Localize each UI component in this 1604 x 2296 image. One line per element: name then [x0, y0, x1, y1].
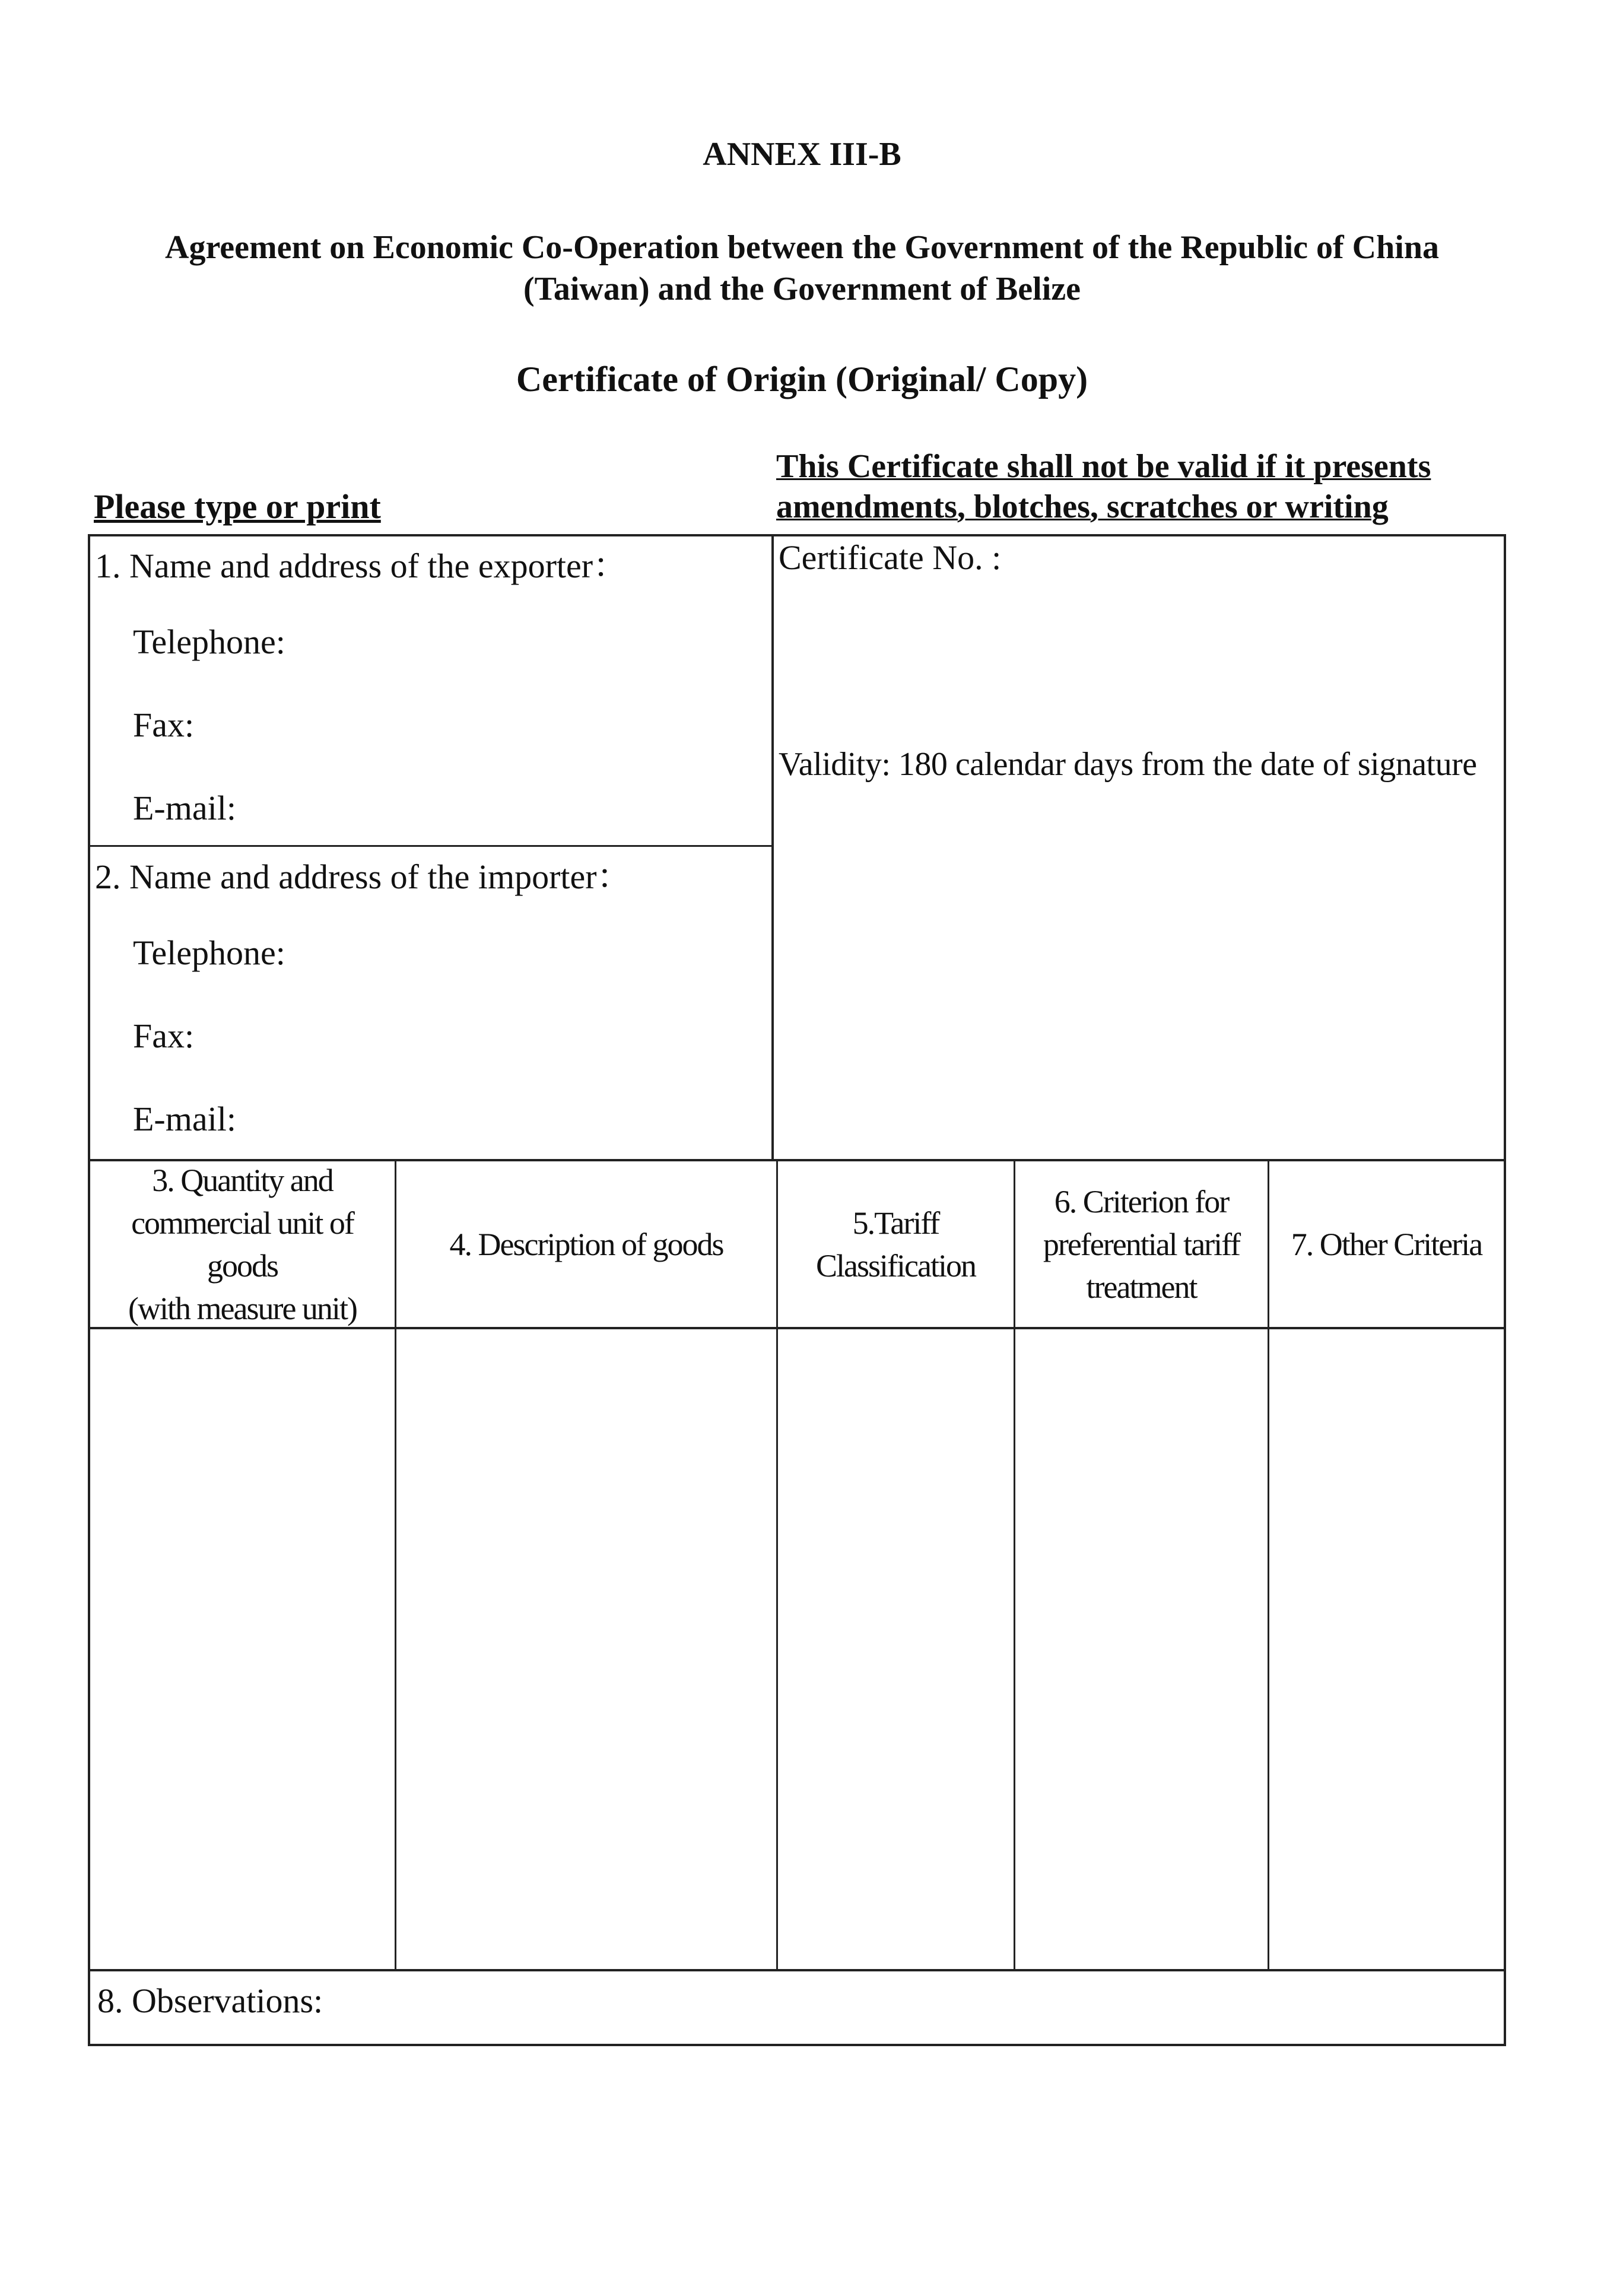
validity-notice — [776, 446, 1431, 527]
col-header-criterion-line: preferential tariff — [1043, 1226, 1240, 1262]
goods-criterion-cell[interactable] — [1015, 1329, 1268, 1969]
col-header-tariff-line: 5.Tariff — [852, 1205, 939, 1241]
col-header-quantity — [90, 1161, 395, 1327]
agreement-title-line2: (Taiwan) and the Government of Belize — [523, 271, 1081, 307]
col-header-quantity-line: (with measure unit) — [128, 1290, 357, 1326]
exporter-telephone-label: Telephone: — [133, 623, 285, 661]
certificate-number-field[interactable] — [774, 536, 1504, 1158]
agreement-title — [0, 227, 1604, 310]
goods-quantity-cell[interactable] — [90, 1329, 395, 1969]
goods-other-criteria-cell[interactable] — [1269, 1329, 1504, 1969]
col-header-tariff — [778, 1161, 1014, 1327]
col-header-other-criteria-line: 7. Other Criteria — [1291, 1226, 1482, 1262]
frame-bottom-border — [88, 2044, 1506, 2046]
col-header-quantity-line: 3. Quantity and — [152, 1162, 333, 1198]
validity-text: Validity: 180 calendar days from the date of signature — [779, 746, 1477, 783]
importer-field[interactable] — [90, 847, 771, 1158]
certificate-number-label: Certificate No. : — [779, 538, 1002, 577]
exporter-label: 1. Name and address of the exporter： — [95, 547, 628, 585]
col-header-description — [396, 1161, 776, 1327]
col-header-tariff-line: Classification — [816, 1247, 976, 1284]
annex-title: ANNEX III-B — [703, 136, 901, 173]
goods-description-cell[interactable] — [396, 1329, 776, 1969]
importer-label: 2. Name and address of the importer： — [95, 858, 631, 896]
col-header-criterion-line: 6. Criterion for — [1054, 1183, 1229, 1220]
certificate-title: Certificate of Origin (Original/ Copy) — [516, 360, 1088, 399]
importer-telephone-label: Telephone: — [133, 933, 285, 972]
col-header-description-line: 4. Description of goods — [449, 1226, 723, 1262]
exporter-email-label: E-mail: — [133, 789, 236, 827]
col-header-criterion — [1015, 1161, 1268, 1327]
validity-notice-line1: This Certificate shall not be valid if it presents — [776, 448, 1431, 485]
col-header-quantity-line: goods — [207, 1247, 278, 1284]
col-header-quantity-line: commercial unit of — [131, 1205, 354, 1241]
please-type-note: Please type or print — [94, 487, 381, 526]
col-header-other-criteria — [1269, 1161, 1504, 1327]
exporter-field[interactable] — [90, 536, 771, 845]
validity-notice-line2: amendments, blotches, scratches or writing — [776, 488, 1389, 525]
exporter-fax-label: Fax: — [133, 706, 195, 744]
observations-label: 8. Observations: — [97, 1981, 323, 2020]
goods-tariff-cell[interactable] — [778, 1329, 1014, 1969]
col-header-criterion-line: treatment — [1086, 1269, 1197, 1305]
importer-fax-label: Fax: — [133, 1017, 195, 1055]
observations-field[interactable] — [90, 1971, 1504, 2044]
importer-email-label: E-mail: — [133, 1100, 236, 1138]
exporter-importer-divider — [88, 845, 773, 847]
frame-right-border — [1504, 534, 1506, 2046]
agreement-title-line1: Agreement on Economic Co-Operation between the Government of the Republic of China — [165, 229, 1439, 266]
